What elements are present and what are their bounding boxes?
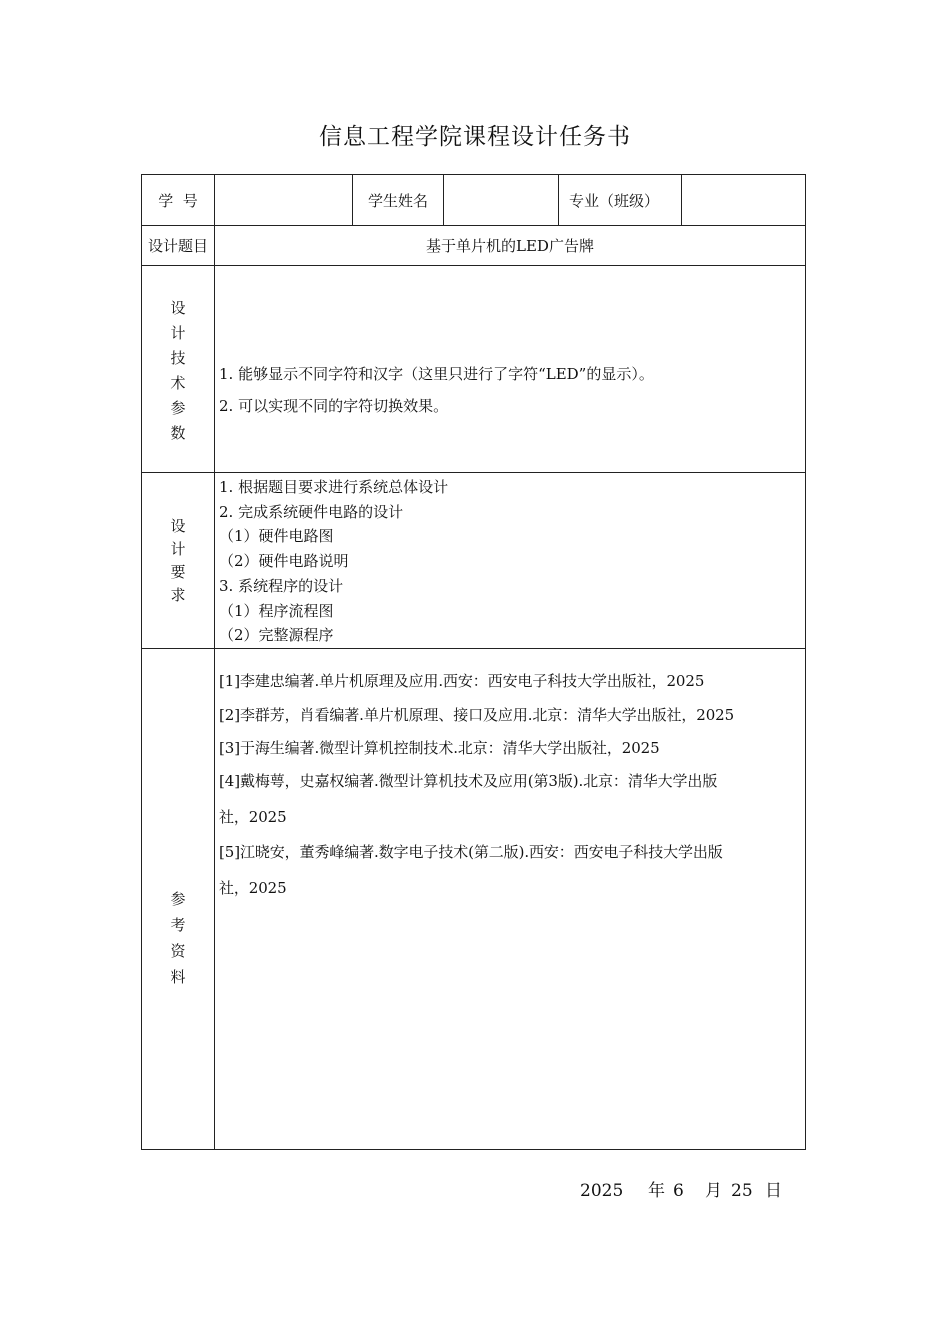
references-label-char: 考 bbox=[170, 916, 186, 934]
params-label-char: 设 bbox=[170, 299, 186, 317]
requirement-line: （2）硬件电路说明 bbox=[219, 552, 349, 571]
student-name-value bbox=[444, 175, 559, 226]
params-label-char: 数 bbox=[170, 424, 186, 442]
major-label: 专业（班级） bbox=[559, 175, 682, 226]
references-content bbox=[215, 649, 806, 1150]
date-line bbox=[580, 1176, 782, 1201]
requirements-label bbox=[142, 473, 215, 649]
requirement-line: （2）完整源程序 bbox=[219, 626, 334, 645]
date-year: 2025 bbox=[580, 1181, 624, 1201]
references-row bbox=[142, 649, 806, 1150]
header-row bbox=[142, 175, 806, 226]
topic-label: 设计题目 bbox=[142, 226, 215, 266]
reference-line: [3]于海生编著.微型计算机控制技术.北京：清华大学出版社，2025 bbox=[219, 739, 660, 757]
reference-line: [2]李群芳，肖看编著.单片机原理、接口及应用.北京：清华大学出版社，2025 bbox=[219, 705, 735, 724]
date-day: 25 bbox=[731, 1181, 753, 1201]
requirements-label-char: 设 bbox=[170, 516, 186, 535]
requirements-label-char: 求 bbox=[170, 585, 186, 604]
date-month: 6 bbox=[673, 1181, 684, 1201]
requirements-content bbox=[215, 473, 806, 649]
requirements-label-char: 要 bbox=[170, 562, 186, 581]
reference-line: 社，2025 bbox=[219, 807, 287, 826]
student-id-label: 学 号 bbox=[142, 175, 215, 226]
topic-value: 基于单片机的LED广告牌 bbox=[215, 226, 806, 266]
params-label-char: 技 bbox=[170, 349, 186, 367]
params-content bbox=[215, 266, 806, 473]
date-day-unit: 日 bbox=[765, 1181, 782, 1201]
student-name-label: 学生姓名 bbox=[353, 175, 444, 226]
document-title: 信息工程学院课程设计任务书 bbox=[319, 124, 631, 150]
requirement-line: 3. 系统程序的设计 bbox=[219, 576, 344, 595]
reference-line: [1]李建忠编著.单片机原理及应用.西安：西安电子科技大学出版社，2025 bbox=[219, 672, 705, 690]
date-month-unit: 月 bbox=[705, 1181, 722, 1201]
reference-line: 社，2025 bbox=[219, 878, 287, 897]
references-label-char: 料 bbox=[170, 968, 186, 986]
params-label-char: 术 bbox=[170, 374, 186, 392]
major-value bbox=[682, 175, 806, 226]
reference-line: [5]江晓安，董秀峰编著.数字电子技术(第二版).西安：西安电子科技大学出版 bbox=[219, 842, 723, 861]
params-row bbox=[142, 266, 806, 473]
params-label-char: 参 bbox=[170, 399, 186, 417]
params-line: 1. 能够显示不同字符和汉字（这里只进行了字符“LED”的显示）。 bbox=[219, 365, 654, 383]
requirement-line: （1）程序流程图 bbox=[219, 601, 334, 620]
reference-line: [4]戴梅萼，史嘉权编著.微型计算机技术及应用(第3版).北京：清华大学出版 bbox=[219, 771, 718, 790]
requirements-row bbox=[142, 473, 806, 649]
requirements-label-char: 计 bbox=[170, 539, 186, 558]
topic-row bbox=[142, 226, 806, 266]
requirement-line: 1. 根据题目要求进行系统总体设计 bbox=[219, 478, 449, 496]
student-id-value bbox=[215, 175, 353, 226]
params-line: 2. 可以实现不同的字符切换效果。 bbox=[219, 397, 449, 415]
params-label bbox=[142, 266, 215, 473]
date-year-unit: 年 bbox=[648, 1181, 665, 1201]
params-label-char: 计 bbox=[170, 324, 186, 342]
references-label-char: 参 bbox=[170, 890, 186, 908]
requirement-line: （1）硬件电路图 bbox=[219, 527, 334, 546]
references-label bbox=[142, 649, 215, 1150]
task-table bbox=[141, 174, 806, 1150]
references-label-char: 资 bbox=[170, 942, 186, 960]
requirement-line: 2. 完成系统硬件电路的设计 bbox=[219, 502, 404, 521]
